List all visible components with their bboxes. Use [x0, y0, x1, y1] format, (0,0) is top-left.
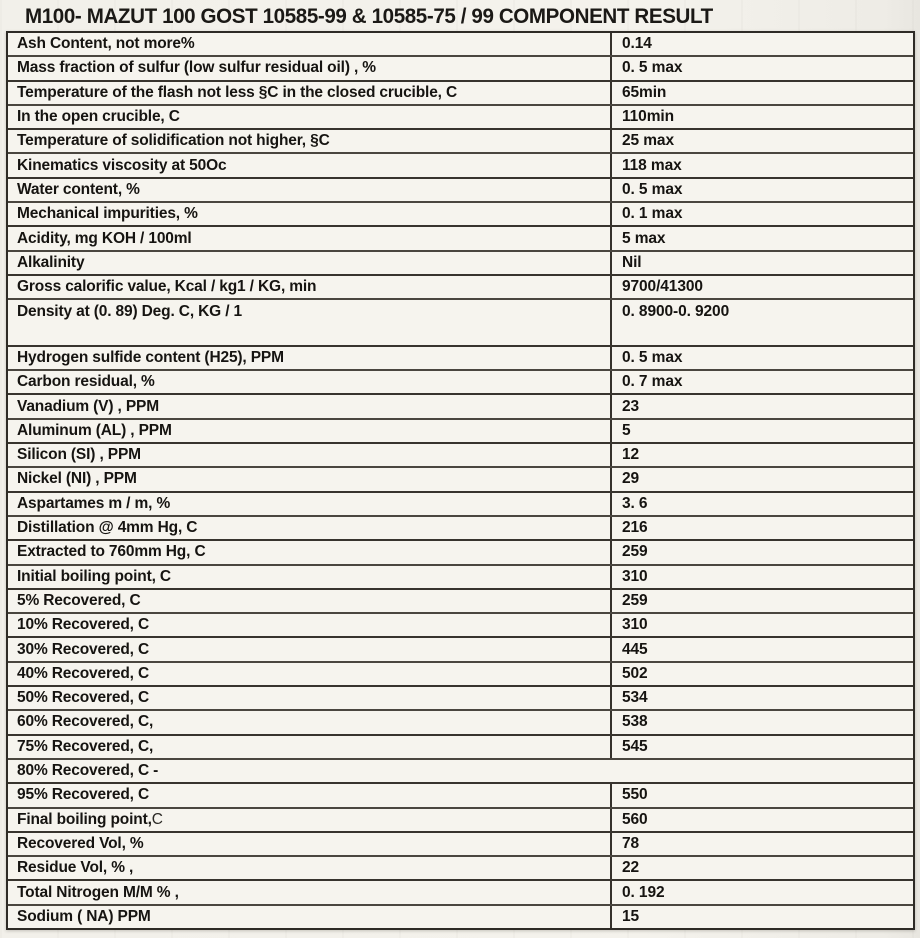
- row-label-text: Aluminum (AL) , PPM: [17, 421, 172, 439]
- row-value: 15: [622, 907, 640, 925]
- row-label-text: Distillation @ 4mm Hg, C: [17, 519, 198, 537]
- table-row: [8, 274, 913, 298]
- table-row: [8, 250, 913, 274]
- table-row: [8, 104, 913, 128]
- row-label: [8, 252, 612, 274]
- row-value: 25 max: [622, 132, 674, 150]
- row-value: 0. 5 max: [622, 349, 683, 366]
- table-row: [8, 855, 913, 879]
- row-label: [8, 420, 612, 442]
- row-label: [8, 784, 612, 806]
- row-label: [8, 736, 612, 758]
- row-label-light-suffix: C: [151, 810, 163, 828]
- table-row: [8, 564, 913, 588]
- table-row: [8, 466, 913, 490]
- row-label: [8, 711, 612, 733]
- table-row: [8, 345, 913, 369]
- row-value: 29: [622, 470, 640, 488]
- row-label: [8, 760, 913, 782]
- row-label-text: Total Nitrogen M/M % ,: [17, 883, 179, 901]
- table-row: [8, 685, 913, 709]
- table-row: [8, 515, 913, 539]
- row-label: [8, 444, 612, 466]
- row-value: 0. 7 max: [622, 373, 683, 391]
- table-row: [8, 128, 913, 152]
- row-label: [8, 517, 612, 539]
- row-label-text: Vanadium (V) , PPM: [17, 397, 159, 415]
- row-label: [8, 276, 612, 298]
- row-label: [8, 906, 612, 928]
- row-value: 445: [622, 640, 648, 658]
- table-row: [8, 298, 913, 345]
- row-value: 560: [622, 810, 648, 828]
- row-label: [8, 590, 612, 612]
- row-label: [8, 82, 612, 104]
- row-label-text: Density at (0. 89) Deg. C, KG / 1: [17, 303, 243, 321]
- row-label: [8, 857, 612, 879]
- row-label: [8, 833, 612, 855]
- table-row: [8, 177, 913, 201]
- row-value: 0. 5 max: [622, 59, 683, 77]
- row-label: [8, 638, 612, 660]
- row-value: 78: [622, 834, 640, 852]
- row-label-text: Extracted to 760mm Hg, C: [17, 543, 206, 561]
- table-row: [8, 442, 913, 466]
- table-row: [8, 734, 913, 758]
- table-row: [8, 661, 913, 685]
- row-value: 0. 1 max: [622, 205, 683, 223]
- row-value: 545: [622, 737, 648, 755]
- row-label: [8, 347, 612, 369]
- row-label-text: Nickel (NI) , PPM: [17, 470, 137, 488]
- row-value: 0. 192: [622, 883, 665, 901]
- row-value: 0. 5 max: [622, 180, 683, 198]
- row-label: [8, 57, 612, 79]
- row-label-text: 50% Recovered, C: [17, 689, 149, 707]
- table-row: [8, 904, 913, 928]
- row-label: [8, 371, 612, 393]
- row-label: [8, 106, 612, 128]
- row-label: [8, 33, 612, 55]
- table-row: [8, 879, 913, 903]
- row-label-text: Mass fraction of sulfur (low sulfur residual oil) , %: [17, 59, 376, 77]
- row-label-text: 95% Recovered, C: [17, 786, 149, 804]
- row-label: [8, 130, 612, 152]
- row-label: [8, 493, 612, 515]
- document-title: M100- MAZUT 100 GOST 10585-99 & 10585-75 / 99 COMPONENT RESULT: [25, 5, 713, 28]
- row-label-text: Silicon (SI) , PPM: [17, 446, 141, 464]
- table-row: [8, 539, 913, 563]
- table-row: [8, 709, 913, 733]
- row-value: 23: [622, 397, 640, 415]
- row-label-text: Temperature of solidification not higher, §C: [17, 132, 330, 150]
- row-value: 550: [622, 786, 648, 804]
- row-label-text: Water content, %: [17, 180, 140, 198]
- row-value: 259: [622, 543, 648, 561]
- component-result-table: [6, 31, 915, 930]
- table-row: [8, 55, 913, 79]
- row-value: 502: [622, 664, 648, 682]
- row-label: [8, 809, 612, 831]
- table-row: [8, 588, 913, 612]
- row-value: 538: [622, 713, 648, 731]
- table-row: [8, 636, 913, 660]
- row-label-text: Carbon residual, %: [17, 373, 155, 391]
- table-row: [8, 393, 913, 417]
- row-label-text: In the open crucible, C: [17, 108, 180, 126]
- row-label-text: 40% Recovered, C: [17, 664, 149, 682]
- row-value: 12: [622, 446, 640, 464]
- row-label-text: Temperature of the flash not less §C in the closed crucible, C: [17, 83, 458, 101]
- row-label: [8, 227, 612, 249]
- row-label-text: Final boiling point,: [17, 810, 152, 828]
- table-row: [8, 33, 913, 55]
- row-label: [8, 663, 612, 685]
- row-label: [8, 468, 612, 490]
- row-value: 259: [622, 591, 648, 609]
- table-row: [8, 225, 913, 249]
- row-label: [8, 300, 612, 345]
- row-value: 216: [622, 519, 648, 537]
- row-label-text: Acidity, mg KOH / 100ml: [17, 229, 192, 247]
- row-value: 3. 6: [622, 494, 648, 512]
- table-row: [8, 418, 913, 442]
- table-row: [8, 782, 913, 806]
- row-label: [8, 614, 612, 636]
- row-label-text: 60% Recovered, C,: [17, 713, 154, 731]
- row-label-text: Alkalinity: [17, 253, 85, 271]
- row-label: [8, 203, 612, 225]
- table-row: [8, 758, 913, 782]
- table-row: [8, 201, 913, 225]
- row-label: [8, 881, 612, 903]
- row-value: 0. 8900-0. 9200: [622, 303, 730, 321]
- row-label-text: Sodium ( NA) PPM: [17, 907, 151, 925]
- table-row: [8, 807, 913, 831]
- row-label-text: Recovered Vol, %: [17, 834, 144, 852]
- row-label-text: Hydrogen sulfide content (H25), PPM: [17, 349, 284, 366]
- row-value: 310: [622, 567, 648, 585]
- row-label-text: Aspartames m / m, %: [17, 494, 171, 512]
- row-label: [8, 395, 612, 417]
- row-label-text: 80% Recovered, C -: [17, 762, 159, 780]
- table-row: [8, 152, 913, 176]
- row-label-text: 5% Recovered, C: [17, 591, 141, 609]
- table-row: [8, 369, 913, 393]
- row-label: [8, 566, 612, 588]
- row-label: [8, 179, 612, 201]
- table-row: [8, 831, 913, 855]
- row-label-text: Kinematics viscosity at 50Oc: [17, 156, 227, 174]
- row-value: 110min: [622, 108, 674, 126]
- row-value: 5: [622, 421, 631, 439]
- row-label: [8, 687, 612, 709]
- row-value: 0.14: [622, 35, 652, 53]
- row-label: [8, 154, 612, 176]
- row-value: Nil: [622, 253, 642, 271]
- row-label: [8, 541, 612, 563]
- row-label-text: Ash Content, not more%: [17, 35, 195, 53]
- row-label-text: Gross calorific value, Kcal / kg1 / KG, min: [17, 278, 317, 296]
- row-label-text: Residue Vol, % ,: [17, 859, 134, 877]
- row-value: 22: [622, 859, 640, 877]
- row-label-text: 10% Recovered, C: [17, 616, 149, 634]
- table-row: [8, 612, 913, 636]
- row-value: 9700/41300: [622, 278, 703, 296]
- row-value: 310: [622, 616, 648, 634]
- row-value: 5 max: [622, 229, 666, 247]
- row-value: 118 max: [622, 156, 682, 174]
- row-label-text: Mechanical impurities, %: [17, 205, 198, 223]
- table-row: [8, 80, 913, 104]
- row-value: 534: [622, 689, 648, 707]
- row-value: 65min: [622, 83, 667, 101]
- row-label-text: 30% Recovered, C: [17, 640, 149, 658]
- row-label-text: 75% Recovered, C,: [17, 737, 154, 755]
- table-row: [8, 491, 913, 515]
- row-label-text: Initial boiling point, C: [17, 567, 171, 585]
